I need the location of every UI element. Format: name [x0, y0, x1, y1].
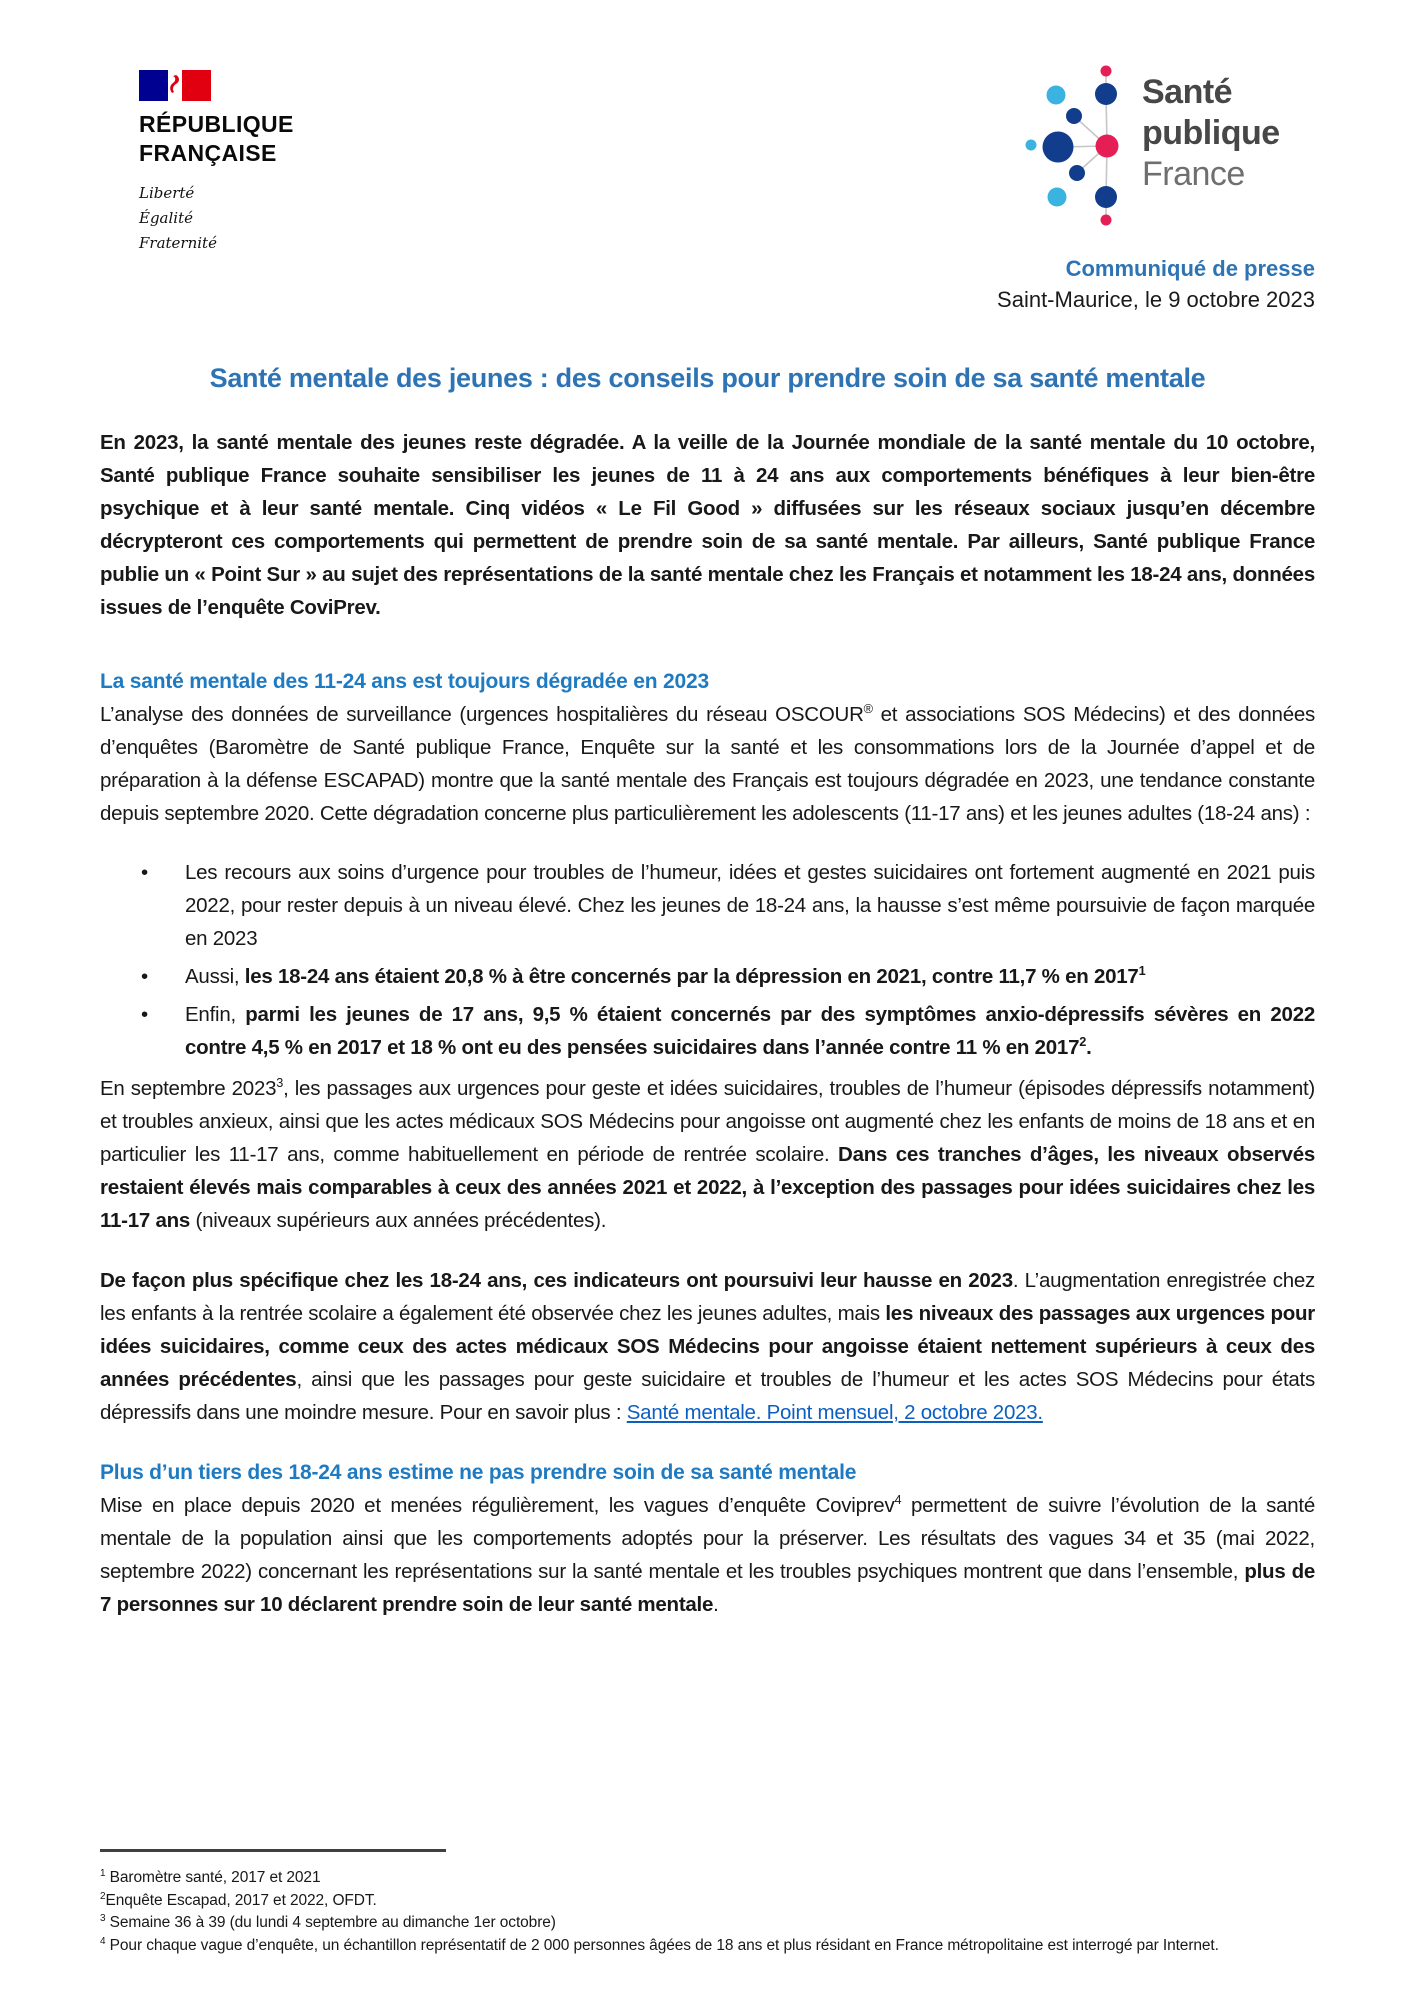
footnote-ref-1: 1 — [1138, 963, 1146, 979]
motto-fraternite: Fraternité — [139, 234, 217, 252]
motto-liberte: Liberté — [139, 184, 195, 202]
footnote-3 — [100, 1912, 1315, 1935]
intro-paragraph: En 2023, la santé mentale des jeunes reste dégradée. A la veille de la Journée mondiale de la santé mentale du 10 octobre, Santé publique France souhaite sensibiliser les jeunes de 11 à 24 ans aux comportements bénéfiques à leur bien-être psychique et à leur santé mentale. Cinq vidéos « Le Fil Good » diffusées sur les réseaux sociaux jusqu’en décembre décrypteront ces comportements qui permettent de prendre soin de sa santé mentale. Par ailleurs, Santé publique France publie un « Point Sur » au sujet des représentations de la santé mentale chez les Français et notamment les 18-24 ans, données issues de l’enquête CoviPrev. — [100, 431, 1315, 619]
document-body — [100, 0, 1315, 1621]
text-run: L’analyse des données de surveillance (urgences hospitalières du réseau OSCOUR — [100, 703, 864, 726]
list-item-urgences — [100, 856, 1315, 955]
text-run: , les passages aux urgences pour geste et idées suicidaires, troubles de l’humeur (épisodes dépressifs notamment) et troubles anxieux, ainsi que les actes médicaux SOS Médecins pour angoisse ont augmenté chez les enfants de moins de 18 ans et en particulier les 11-17 ans, comme habituellement en période de rentrée scolaire. — [100, 1077, 1315, 1166]
monthly-report-link[interactable]: Santé mentale. Point mensuel, 2 octobre 2023. — [626, 1401, 1043, 1424]
text-run: (niveaux supérieurs aux années précédentes). — [195, 1209, 607, 1232]
text-run-bold: . — [1086, 1036, 1092, 1059]
coviprev-paragraph — [100, 1489, 1315, 1621]
footnote-marker-4: 4 — [100, 1935, 106, 1947]
text-run: Mise en place depuis 2020 et menées régulièrement, les vagues d’enquête Coviprev — [100, 1494, 895, 1517]
text-run-bold: plus de 7 personnes sur 10 déclarent prendre soin de leur santé mentale — [100, 1560, 1315, 1616]
text-run-bold: parmi les jeunes de 17 ans, 9,5 % étaient concernés par des symptômes anxio-dépressifs sévères en 2022 contre 4,5 % en 2017 et 18 % ont eu des pensées suicidaires dans l’année contre 11 % en 2017 — [185, 1003, 1315, 1059]
text-run-bold: les 18-24 ans étaient 20,8 % à être concernés par la dépression en 2021, contre 11,7 % en 2017 — [244, 965, 1139, 988]
text-run: permettent de suivre l’évolution de la santé mentale de la population ainsi que les comportements adoptés pour la préserver. Les résultats des vagues 34 et 35 (mai 2022, septembre 2022) concernant les représentations sur la santé mentale et les troubles psychiques montrent que dans l’ensemble, — [100, 1494, 1315, 1583]
footnote-ref-2: 2 — [1079, 1034, 1087, 1050]
text-run-bold: Dans ces tranches d’âges, les niveaux observés restaient élevés mais comparables à ceux des années 2021 et 2022, à l’exception des passages pour idées suicidaires chez les 11-17 ans — [100, 1143, 1315, 1232]
footnote-text: Semaine 36 à 39 (du lundi 4 septembre au dimanche 1er octobre) — [105, 1914, 556, 1931]
page-title: Santé mentale des jeunes : des conseils pour prendre soin de sa santé mentale — [209, 363, 1206, 393]
republique-name-line1: RÉPUBLIQUE — [139, 111, 294, 137]
indicator-bullet-list — [100, 856, 1315, 1064]
footnote-1 — [100, 1867, 1315, 1890]
text-run: et associations SOS Médecins) et des données d’enquêtes (Baromètre de Santé publique France, Enquête sur la santé et les consommations lors de la Journée d’appel et de préparation à la défense ESCAPAD) montre que la santé mentale des Français est toujours dégradée en 2023, une tendance constante depuis septembre 2020. Cette dégradation concerne plus particulièrement les adolescents (11-17 ans) et les jeunes adultes (18-24 ans) : — [100, 703, 1316, 825]
text-run: Les recours aux soins d’urgence pour troubles de l’humeur, idées et gestes suicidaires ont fortement augmenté en 2021 puis 2022, pour rester depuis à un niveau élevé. Chez les jeunes de 18-24 ans, la hausse s’est même poursuivie de façon marquée en 2023 — [185, 861, 1315, 950]
footnote-marker-1: 1 — [100, 1867, 106, 1879]
section-heading-mental-health: La santé mentale des 11-24 ans est toujours dégradée en 2023 — [100, 670, 709, 693]
republique-name-line2: FRANÇAISE — [139, 140, 277, 166]
text-run: Enfin, — [185, 1003, 246, 1026]
text-run: . L’augmentation enregistrée chez les enfants à la rentrée scolaire a également été observée chez les jeunes adultes, mais — [100, 1269, 1315, 1325]
registered-mark: ® — [863, 701, 873, 717]
list-item-anxio-depressif — [100, 998, 1315, 1064]
text-run: . — [713, 1593, 719, 1616]
surveillance-paragraph — [100, 698, 1315, 830]
footnote-marker-2: 2 — [100, 1890, 106, 1902]
text-run: , ainsi que les passages pour geste suicidaire et troubles de l’humeur et les actes SOS Médecins pour états dépressifs dans une moindre mesure. Pour en savoir plus : — [100, 1368, 1315, 1424]
footnote-ref-3: 3 — [276, 1075, 284, 1091]
footnote-2 — [100, 1890, 1315, 1913]
spf-word-france: France — [1142, 155, 1245, 193]
footnotes-block — [100, 1849, 1315, 1957]
list-item-depression — [100, 960, 1315, 993]
text-run-bold: De façon plus spécifique chez les 18-24 ans, ces indicateurs ont poursuivi leur hausse en 2023 — [100, 1269, 1013, 1292]
section-heading-tiers: Plus d’un tiers des 18-24 ans estime ne pas prendre soin de sa santé mentale — [100, 1461, 857, 1484]
dateline: Saint-Maurice, le 9 octobre 2023 — [997, 287, 1315, 312]
footnote-ref-4: 4 — [894, 1492, 902, 1508]
footnote-4 — [100, 1935, 1315, 1958]
footnote-marker-3: 3 — [100, 1912, 106, 1924]
spf-word-sante: Santé — [1142, 73, 1233, 111]
spf-word-publique: publique — [1142, 114, 1280, 152]
footnote-separator — [100, 1849, 446, 1852]
motto-egalite: Égalité — [139, 209, 193, 227]
specific-18-24-paragraph — [100, 1264, 1315, 1429]
press-release-label: Communiqué de presse — [1065, 256, 1315, 281]
footnote-text: Baromètre santé, 2017 et 2021 — [105, 1869, 321, 1886]
september-paragraph — [100, 1072, 1315, 1237]
text-run-bold: les niveaux des passages aux urgences pour idées suicidaires, comme ceux des actes médicaux SOS Médecins pour angoisse étaient nettement supérieurs à ceux des années précédentes — [100, 1302, 1315, 1391]
text-run: Aussi, — [185, 965, 245, 988]
footnote-text: Pour chaque vague d’enquête, un échantillon représentatif de 2 000 personnes âgées de 18 ans et plus résidant en France métropolitaine est interrogé par Internet. — [105, 1936, 1219, 1954]
footnote-text: Enquête Escapad, 2017 et 2022, OFDT. — [105, 1891, 377, 1909]
text-run: En septembre 2023 — [100, 1077, 277, 1100]
